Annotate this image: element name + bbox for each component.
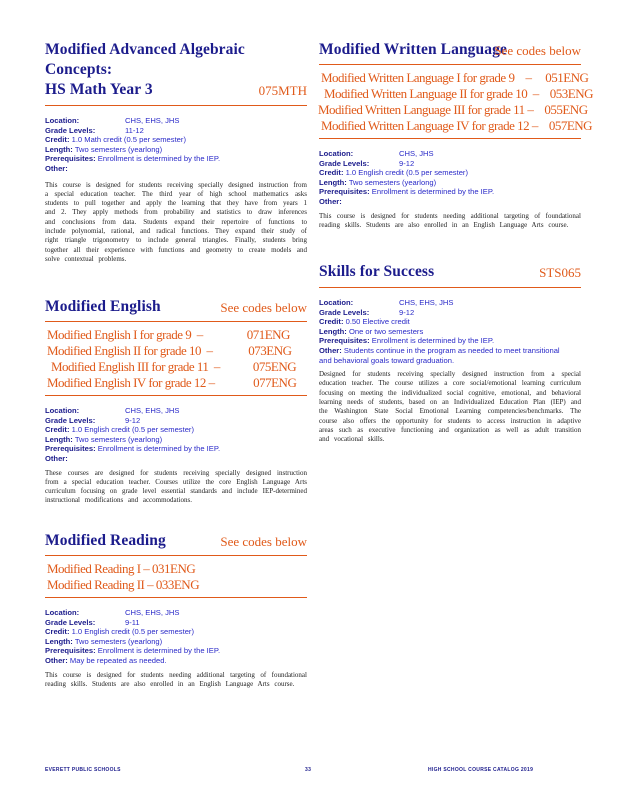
course-code: 075MTH (258, 83, 307, 98)
other-value: Students continue in the program as needed to meet transitional and behavioral goals toward graduation. (319, 345, 560, 365)
variant-item: Modified Reading I – 031ENG (47, 561, 196, 576)
location-value: CHS, EHS, JHS (125, 406, 180, 415)
course-code: STS065 (539, 265, 581, 280)
grade-label: Grade Levels: (319, 307, 370, 317)
variant-item: Modified English II for grade 10 – 073ENG (47, 343, 292, 358)
length-label: Length: (45, 144, 73, 154)
credit-label: Credit: (319, 168, 344, 178)
page-footer (45, 767, 581, 777)
prereq-value: Enrollment is determined by the IEP. (371, 187, 495, 197)
grade-value: 9-12 (125, 415, 141, 425)
other-label: Other: (45, 655, 68, 665)
variant-item: Modified English IV for grade 12 – 077ENG (47, 375, 297, 390)
course-variants (318, 65, 593, 138)
course-title: Modified Advanced Algebraic Concepts: (45, 41, 245, 78)
course-description: These courses are designed for students receiving specially designed instruction from a special education teacher. Courses utilize the core English Language Arts curriculum focusing on grade level essential standards and include IEP-determined instructional modifications and accommodations. (45, 468, 307, 505)
grade-value: 11-12 (125, 125, 144, 135)
location-label: Location: (45, 116, 80, 125)
prereq-value: Enrollment is determined by the IEP. (97, 444, 221, 454)
footer-guide-title: HIGH SCHOOL COURSE CATALOG 2019 (428, 767, 534, 773)
variant-item: Modified Written Language I for grade 9 – 051ENG (321, 70, 589, 85)
length-value: Two semesters (yearlong) (348, 177, 437, 187)
other-label: Other: (319, 196, 342, 206)
variant-item: Modified Written Language IV for grade 12 – 057ENG (321, 118, 593, 133)
course-details (45, 106, 307, 174)
length-label: Length: (319, 177, 347, 187)
grade-label: Grade Levels: (45, 125, 96, 135)
length-label: Length: (319, 326, 347, 336)
course-title: Modified Written Language (319, 41, 507, 58)
credit-label: Credit: (45, 135, 70, 145)
variant-item: Modified Written Language III for grade 11 – 055ENG (318, 102, 588, 117)
page-number: 33 (305, 767, 312, 773)
course-details (319, 139, 581, 207)
course-description: This course is designed for students receiving specially designed instruction from a special education teacher. The third year of high school mathematics asks students to pull together and apply the learning that they have from years 1 and 2. They apply methods from probability and statistics to draw inferences and conclusions from data. Students expand their repertoire of functions to include polynomial, rational, and radical functions. They expand their study of right triangle trigonometry to include general triangles. Finally, students bring together all their experience with functions and geometry to create models and solve contextual problems. (45, 180, 307, 263)
location-label: Location: (319, 149, 354, 158)
other-label: Other: (319, 345, 342, 355)
prereq-value: Enrollment is determined by the IEP. (97, 646, 221, 656)
prereq-value: Enrollment is determined by the IEP. (97, 154, 221, 164)
grade-label: Grade Levels: (45, 415, 96, 425)
location-label: Location: (319, 298, 354, 307)
location-label: Location: (45, 406, 80, 415)
course-details (319, 288, 581, 365)
credit-value: 1.0 English credit (0.5 per semester) (345, 168, 468, 178)
prereq-label: Prerequisites: (45, 646, 96, 656)
variant-item: Modified Written Language II for grade 10 – 053ENG (324, 86, 593, 101)
course-code: See codes below (220, 534, 307, 549)
course-skills-for-success (319, 262, 581, 445)
course-variants (45, 556, 307, 597)
credit-label: Credit: (45, 627, 70, 637)
course-title-line2: HS Math Year 3 (45, 81, 153, 98)
course-variants (45, 322, 307, 395)
location-value: CHS, EHS, JHS (125, 608, 180, 617)
course-details (45, 598, 307, 666)
course-modified-algebra (45, 40, 307, 264)
length-value: Two semesters (yearlong) (74, 434, 163, 444)
course-modified-english (45, 297, 307, 506)
length-label: Length: (45, 636, 73, 646)
variant-item: Modified Reading II – 033ENG (47, 577, 200, 592)
other-value: May be repeated as needed. (69, 655, 167, 665)
course-modified-reading (45, 531, 307, 689)
footer-district: EVERETT PUBLIC SCHOOLS (45, 767, 121, 773)
credit-value: 0.50 Elective credit (345, 317, 410, 327)
course-title: Modified Reading (45, 532, 166, 549)
variant-item: Modified English III for grade 11 – 075ENG (51, 359, 297, 374)
course-description: Designed for students receiving specially designed instruction from a special education teacher. The course utilizes a core social/emotional learning curriculum focusing on meeting the individualized social cognitive, emotional, and behavioral learning needs of students, based on an Individualized Education Plan (IEP) and the Washington State Social Emotional Learning competencies/benchmarks. The course also offers the opportunity for students to access instruction in adaptive areas such as executive functioning and organization as well as adult transition and vocational skills. (319, 370, 581, 444)
location-value: CHS, EHS, JHS (399, 298, 454, 307)
course-description: This course is designed for students needing additional targeting of foundational reading skills. Students are also enrolled in an English Language Arts course. (45, 670, 307, 688)
course-details (45, 396, 307, 464)
prereq-label: Prerequisites: (45, 154, 96, 164)
grade-label: Grade Levels: (319, 158, 370, 168)
course-title: Skills for Success (319, 263, 435, 280)
course-modified-written-language (318, 40, 593, 230)
length-value: Two semesters (yearlong) (74, 636, 163, 646)
other-label: Other: (45, 453, 68, 463)
course-code: See codes below (494, 43, 581, 58)
length-value: Two semesters (yearlong) (74, 144, 163, 154)
grade-value: 9-12 (399, 158, 415, 168)
length-label: Length: (45, 434, 73, 444)
other-label: Other: (45, 163, 68, 173)
location-label: Location: (45, 608, 80, 617)
prereq-value: Enrollment is determined by the IEP. (371, 336, 495, 346)
credit-value: 1.0 Math credit (0.5 per semester) (71, 135, 186, 145)
prereq-label: Prerequisites: (45, 444, 96, 454)
credit-value: 1.0 English credit (0.5 per semester) (71, 627, 194, 637)
prereq-label: Prerequisites: (319, 187, 370, 197)
location-value: CHS, JHS (399, 149, 434, 158)
grade-value: 9-11 (125, 617, 140, 627)
grade-label: Grade Levels: (45, 617, 96, 627)
credit-label: Credit: (319, 317, 344, 327)
course-title: Modified English (45, 298, 161, 315)
variant-item: Modified English I for grade 9 – 071ENG (47, 327, 290, 342)
location-value: CHS, EHS, JHS (125, 116, 180, 125)
credit-label: Credit: (45, 425, 70, 435)
credit-value: 1.0 English credit (0.5 per semester) (71, 425, 194, 435)
prereq-label: Prerequisites: (319, 336, 370, 346)
length-value: One or two semesters (348, 326, 424, 336)
course-code: See codes below (220, 300, 307, 315)
course-description: This course is designed for students needing additional targeting of foundational reading skills. Students are also enrolled in an English Language Arts course. (319, 211, 581, 229)
grade-value: 9-12 (399, 307, 415, 317)
